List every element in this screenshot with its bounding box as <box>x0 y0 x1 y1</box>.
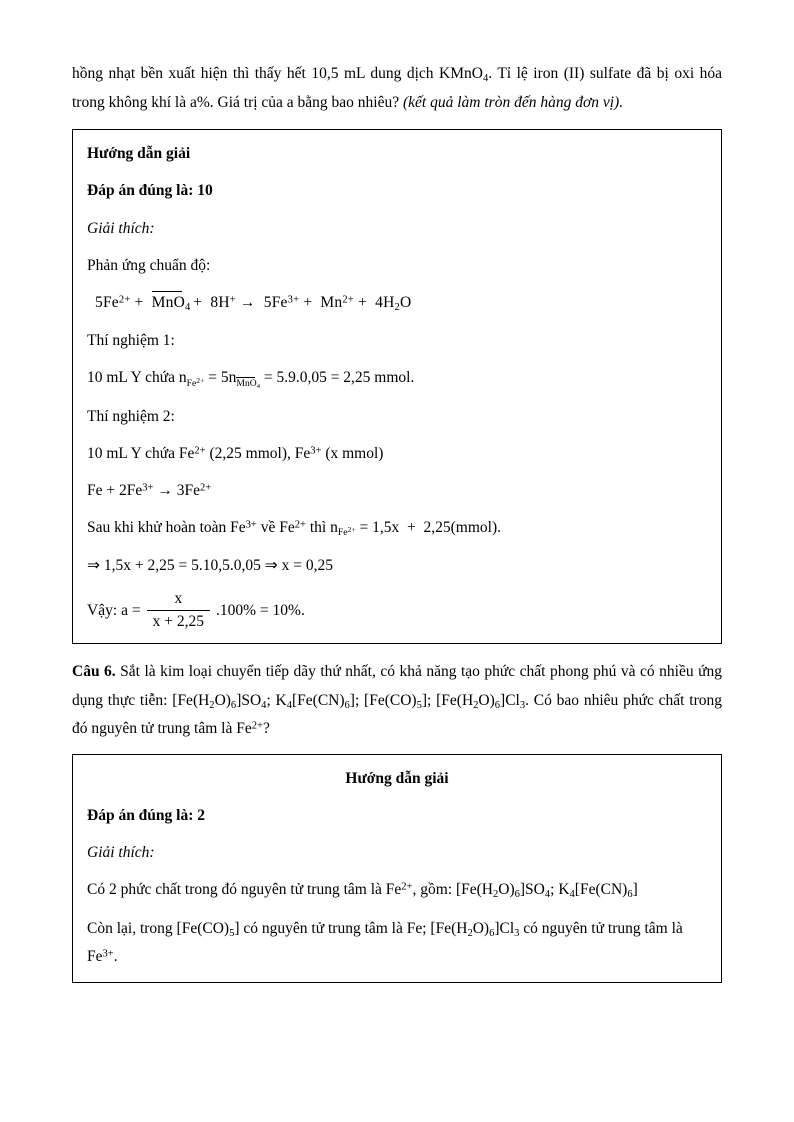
solution1-explain-label: Giải thích: <box>87 219 155 237</box>
solution1-final-label: Vậy: <box>87 601 118 619</box>
solution1-exp2-text: 10 mL Y chứa $Fe^{2+}$ (2,25 mmol), $Fe^{3+}$ (x mmol) <box>87 444 384 462</box>
solution2-line-1: Có 2 phức chất trong đó nguyên tử trung tâm là $Fe^{2+}$, gồm: $[Fe(H_2O)_6]SO_4$; $K_4[Fe(CN)_6]$ <box>87 881 638 901</box>
intro-text-italic: (kết quả làm tròn đến hàng đơn vị). <box>403 93 624 111</box>
question-6 <box>72 658 722 744</box>
solution1-heading: Hướng dẫn giải <box>87 145 191 163</box>
solution1-answer: Đáp án đúng là: 10 <box>87 182 213 200</box>
solution2-answer: Đáp án đúng là: 2 <box>87 807 206 825</box>
solution1-fraction <box>147 589 210 631</box>
solution1-exp1-text: 10 mL Y chứa $n_{Fe^{2+}} = 5n_{MnO_4}$ = 5.9.0,05 = 2,25 mmol. <box>87 369 415 390</box>
solution1-exp2-label: Thí nghiệm 2: <box>87 407 175 425</box>
solution2-explain-label: Giải thích: <box>87 844 155 862</box>
solution1-result-line: ⇒ 1,5x + 2,25 = 5.10,5.0,05 ⇒ x = 0,25 <box>87 557 333 575</box>
solution2-line-2: Còn lại, trong $[Fe(CO)_5]$ có nguyên tử trung tâm là Fe; $[Fe(H_2O)_6]Cl_3$ có nguyên tử trung tâm là $Fe^{3+}$. <box>87 919 683 966</box>
solution2-heading: Hướng dẫn giải <box>345 769 449 787</box>
solution1-final-expr: a = <box>121 601 141 619</box>
solution1-final-line <box>87 589 707 631</box>
solution1-exp1-label: Thí nghiệm 1: <box>87 332 175 350</box>
solution1-equation: $5Fe^{2+} + MnO_4$ + $8H^+ \to 5Fe^{3+} + Mn^{2+} + 4H_2O$ <box>87 289 707 317</box>
question-6-number: Câu 6. <box>72 662 116 680</box>
kmno4-subscript: 4 <box>482 72 489 84</box>
fraction-numerator: x <box>147 589 210 610</box>
solution1-reaction-label: Phản ứng chuẩn độ: <box>87 256 211 274</box>
intro-text-part1: hồng nhạt bền xuất hiện thì thấy hết 10,5 mL dung dịch KMnO <box>72 65 483 82</box>
solution-box-1 <box>72 129 722 644</box>
solution1-exp2-line: Sau khi khử hoàn toàn $Fe^{3+}$ về $Fe^{2+}$ thì $n_{Fe^{2+}} = 1,5x$ + 2,25(mmol). <box>87 518 501 539</box>
solution-box-2 <box>72 754 722 983</box>
solution1-final-tail: .100% = 10%. <box>216 601 305 619</box>
intro-paragraph <box>72 60 722 117</box>
intro-text-part2: . Tỉ lệ iron (II) sulfate đã bị oxi hóa trong không khí là a%. Giá trị của a bằng bao nhiêu? <box>72 65 722 111</box>
fraction-denominator: x + 2,25 <box>152 612 205 630</box>
question-6-text: Sắt là kim loại chuyển tiếp dãy thứ nhất, có khả năng tạo phức chất phong phú và có nhiều ứng dụng thực tiễn: $[Fe(H_2O)_6]SO_4$; $K_4[Fe(CN)_6]$; $[Fe(CO)_5]$; $[Fe(H_2O)_6]Cl_3$. Có bao nhiêu phức chất trong đó nguyên tử trung tâm là $Fe^{2+}$? <box>72 662 722 738</box>
solution1-exp2-equation: $Fe + 2Fe^{3+} \to 3Fe^{2+}$ <box>87 481 212 499</box>
